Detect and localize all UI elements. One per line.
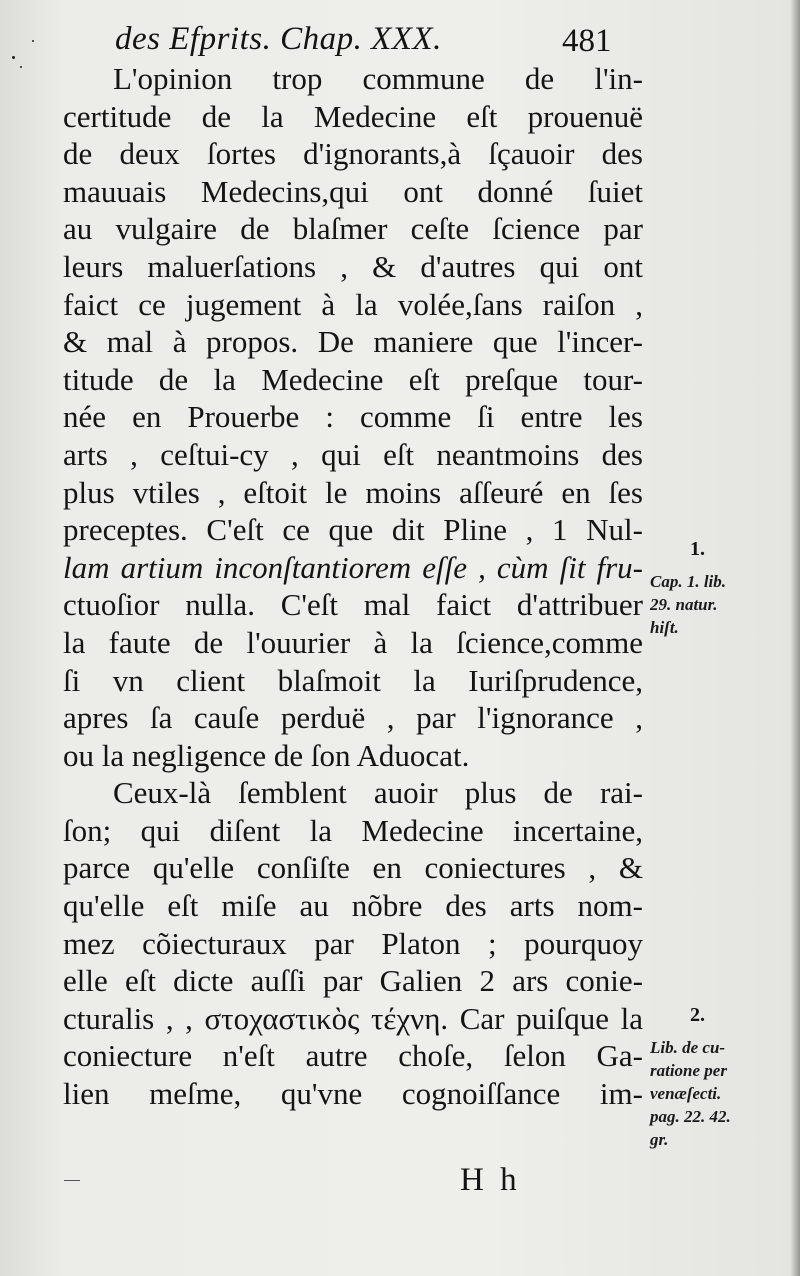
- text-line: leurs maluerſations , & d'autres qui ont: [63, 248, 643, 284]
- text-line: la faute de l'ouurier à la ſcience,comme: [63, 624, 643, 660]
- text-line: ctuoſior nulla. C'eſt mal faict d'attribuer: [63, 587, 643, 623]
- text-line: mauuais Medecins,qui ont donné ſuiet: [63, 173, 643, 209]
- signature-mark: H h: [460, 1162, 521, 1198]
- text-line: ou la negligence de ſon Aduocat.: [63, 737, 470, 773]
- page-number: 481: [562, 23, 612, 59]
- text-line: ſi vn client blaſmoit la Iuriſprudence,: [63, 662, 643, 698]
- text-line: certitude de la Medecine eſt prouenuë: [63, 98, 643, 134]
- sidenote-2-line: venæſecti.: [650, 1084, 722, 1103]
- text-line: mez cõiecturaux par Platon ; pourquoy: [63, 925, 643, 961]
- sidenote-1-line: Cap. 1. lib.: [650, 572, 727, 591]
- sidenote-1-line: 29. natur.: [650, 595, 718, 614]
- sidenote-2: [650, 1036, 731, 1151]
- sidenote-2-line: pag. 22. 42.: [650, 1107, 731, 1126]
- text-line: titude de la Medecine eſt preſque tour-: [63, 361, 643, 397]
- scan-speck: [32, 40, 34, 42]
- sidenote-1-marker: 1.: [690, 538, 705, 560]
- text-line: ſon; qui diſent la Medecine incertaine,: [63, 812, 643, 848]
- running-title: des Efprits. Chap. XXX.: [115, 21, 442, 57]
- text-line: au vulgaire de blaſmer ceſte ſcience par: [63, 211, 643, 247]
- text-line-latin-quote: lam artium inconſtantiorem eſſe , cùm ſit fru-: [63, 549, 643, 585]
- scan-mark: [64, 1180, 80, 1181]
- scan-speck: [20, 66, 22, 68]
- gutter-shadow: [790, 0, 800, 1276]
- text-line: Ceux-là ſemblent auoir plus de rai-: [113, 775, 643, 811]
- sidenote-2-line: ratione per: [650, 1061, 727, 1080]
- text-line: qu'elle eſt miſe au nõbre des arts nom-: [63, 888, 643, 924]
- sidenote-2-marker: 2.: [690, 1004, 705, 1026]
- text-line: & mal à propos. De maniere que l'incer-: [63, 324, 643, 360]
- text-line: cturalis , , στοχαστικὸς τέχνη. Car puiſque la: [63, 1000, 643, 1036]
- text-line: de deux ſortes d'ignorants,à ſçauoir des: [63, 136, 643, 172]
- text-line: arts , ceſtui-cy , qui eſt neantmoins des: [63, 436, 643, 472]
- text-line: faict ce jugement à la volée,ſans raiſon ,: [63, 286, 643, 322]
- text-line: apres ſa cauſe perduë , par l'ignorance ,: [63, 700, 643, 736]
- text-line: coniecture n'eſt autre choſe, ſelon Ga-: [63, 1038, 643, 1074]
- text-line: preceptes. C'eſt ce que dit Pline , 1 Nul-: [63, 512, 643, 548]
- text-line: parce qu'elle conſiſte en coniectures , &: [63, 850, 643, 886]
- sidenote-1: [650, 570, 726, 639]
- main-text-block: [63, 60, 643, 1113]
- sidenote-2-line: Lib. de cu-: [650, 1038, 726, 1057]
- text-line: née en Prouerbe : comme ſi entre les: [63, 399, 643, 435]
- sidenote-2-line: gr.: [650, 1130, 669, 1149]
- text-line: lien meſme, qu'vne cognoiſſance im-: [63, 1076, 643, 1112]
- text-line: L'opinion trop commune de l'in-: [113, 61, 643, 96]
- text-line: plus vtiles , eſtoit le moins aſſeuré en ſes: [63, 474, 643, 510]
- scan-speck: [12, 56, 15, 59]
- text-line: elle eſt dicte auſſi par Galien 2 ars conie-: [63, 963, 643, 999]
- sidenote-1-line: hiſt.: [650, 618, 679, 637]
